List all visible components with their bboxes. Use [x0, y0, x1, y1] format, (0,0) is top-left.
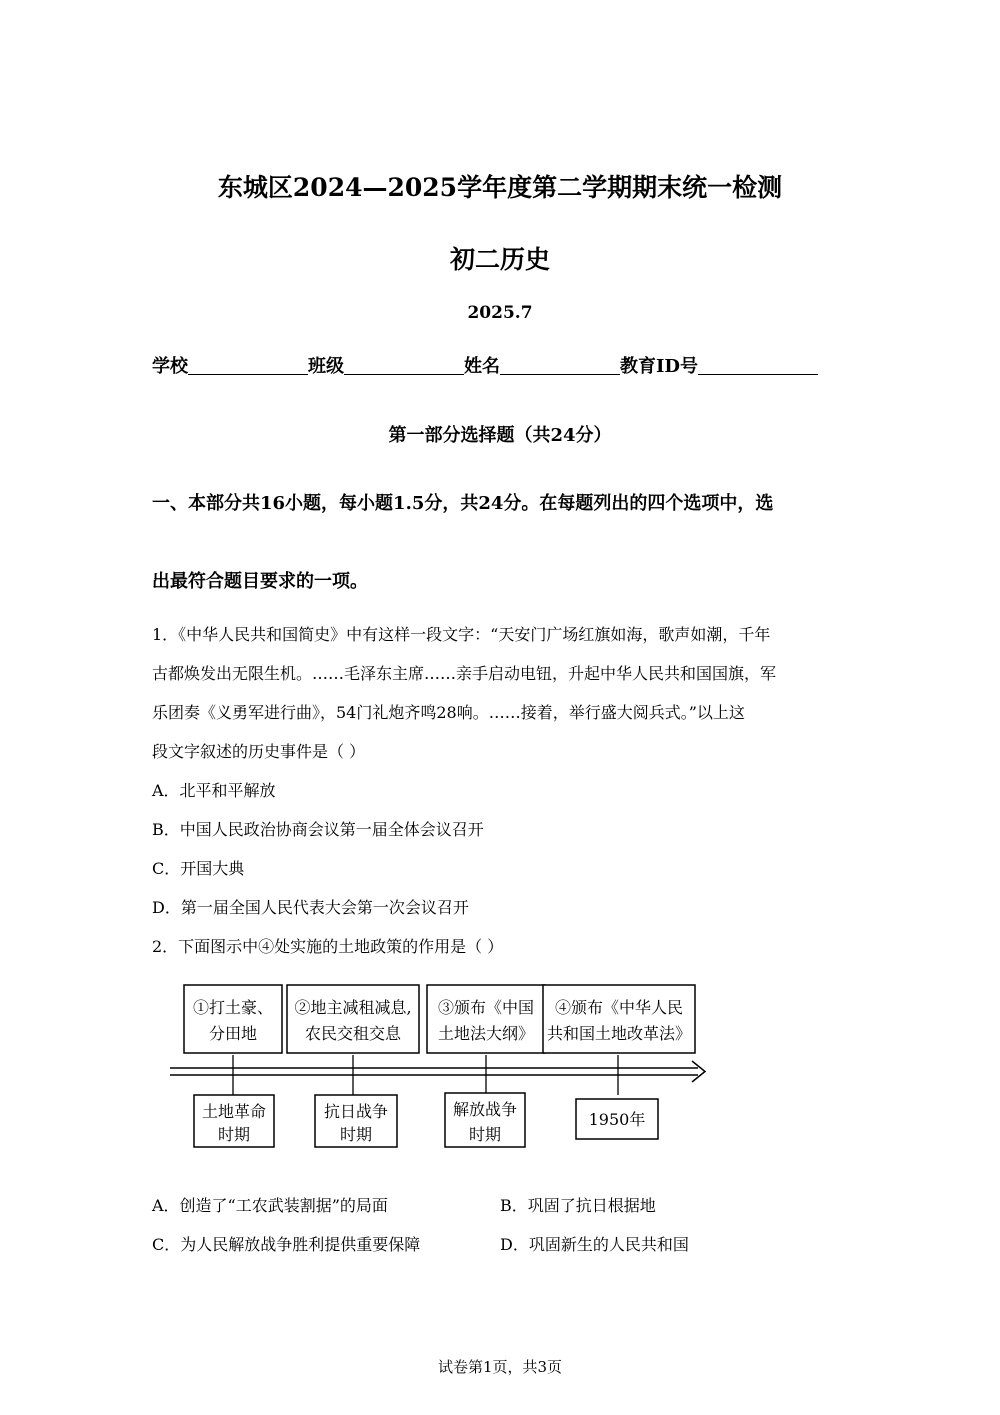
- class-blank[interactable]: [344, 356, 464, 375]
- student-info-line: [152, 352, 818, 378]
- period-box-1: [194, 1095, 274, 1147]
- policy-box-1: [184, 985, 282, 1053]
- policy-box-4: [543, 985, 695, 1053]
- timeline-arrow: [170, 1061, 705, 1082]
- policy-box-2-line2: 农民交租交息: [304, 1024, 402, 1043]
- policy-box-4-line1: ④颁布《中华人民: [554, 998, 684, 1017]
- q2-stem: 2．下面图示中④处实施的土地政策的作用是（ ）: [152, 937, 504, 956]
- page-footer: 试卷第1页，共3页: [437, 1358, 563, 1376]
- period-box-3: [445, 1093, 525, 1147]
- policy-box-3-line1: ③颁布《中国: [437, 998, 535, 1017]
- id-blank[interactable]: [698, 356, 818, 375]
- period-box-3-line2: 时期: [468, 1125, 502, 1144]
- part-title: 第一部分选择题（共24分）: [388, 425, 612, 446]
- school-blank[interactable]: [188, 356, 308, 375]
- q1-stem-line4: 段文字叙述的历史事件是（ ）: [152, 742, 366, 761]
- exam-title: 东城区2024—2025学年度第二学期期末统一检测: [217, 173, 783, 202]
- policy-box-3-line2: 土地法大纲》: [437, 1024, 535, 1043]
- policy-box-1-line1: ①打土豪、: [192, 998, 274, 1017]
- q1-option-a[interactable]: A．北平和平解放: [152, 781, 276, 800]
- section-instructions-line1: 一、本部分共16小题，每小题1.5分，共24分。在每题列出的四个选项中，选: [152, 493, 774, 514]
- q2-option-d[interactable]: D．巩固新生的人民共和国: [500, 1235, 689, 1254]
- school-label: 学校: [152, 356, 188, 377]
- name-blank[interactable]: [500, 356, 620, 375]
- land-policy-diagram: [160, 975, 720, 1155]
- q1-option-c[interactable]: C．开国大典: [152, 859, 245, 878]
- q1-stem-line3: 乐团奏《义勇军进行曲》，54门礼炮齐鸣28响。……接着，举行盛大阅兵式。”以上这: [152, 703, 745, 722]
- class-label: 班级: [308, 356, 344, 377]
- q1-option-b[interactable]: B．中国人民政治协商会议第一届全体会议召开: [152, 820, 484, 839]
- q1-stem-line1: 1．《中华人民共和国简史》中有这样一段文字：“天安门广场红旗如海，歌声如潮，千年: [152, 625, 771, 644]
- policy-box-3: [427, 985, 545, 1053]
- q2-option-c[interactable]: C．为人民解放战争胜利提供重要保障: [152, 1235, 421, 1254]
- q2-option-b[interactable]: B．巩固了抗日根据地: [500, 1196, 656, 1215]
- policy-box-2: [287, 985, 419, 1053]
- period-box-2: [315, 1095, 397, 1147]
- name-label: 姓名: [464, 356, 500, 377]
- exam-date: 2025.7: [467, 303, 533, 323]
- section-instructions-line2: 出最符合题目要求的一项。: [152, 571, 368, 592]
- subject-title: 初二历史: [449, 245, 550, 274]
- id-label: 教育ID号: [620, 356, 699, 377]
- period-box-4-line1: 1950年: [588, 1110, 646, 1129]
- policy-box-2-line1: ②地主减租减息,: [294, 998, 412, 1017]
- period-box-2-line1: 抗日战争: [323, 1102, 389, 1121]
- period-box-1-line1: 土地革命: [201, 1102, 267, 1121]
- policy-box-1-line2: 分田地: [208, 1024, 258, 1043]
- policy-box-4-line2: 共和国土地改革法》: [546, 1024, 692, 1043]
- period-box-1-line2: 时期: [217, 1125, 251, 1144]
- q2-option-a[interactable]: A．创造了“工农武装割据”的局面: [152, 1196, 388, 1215]
- period-box-2-line2: 时期: [339, 1125, 373, 1144]
- q1-option-d[interactable]: D．第一届全国人民代表大会第一次会议召开: [152, 898, 469, 917]
- period-box-4: [576, 1099, 658, 1139]
- q1-stem-line2: 古都焕发出无限生机。……毛泽东主席……亲手启动电钮，升起中华人民共和国国旗，军: [152, 664, 777, 683]
- period-box-3-line1: 解放战争: [452, 1100, 518, 1119]
